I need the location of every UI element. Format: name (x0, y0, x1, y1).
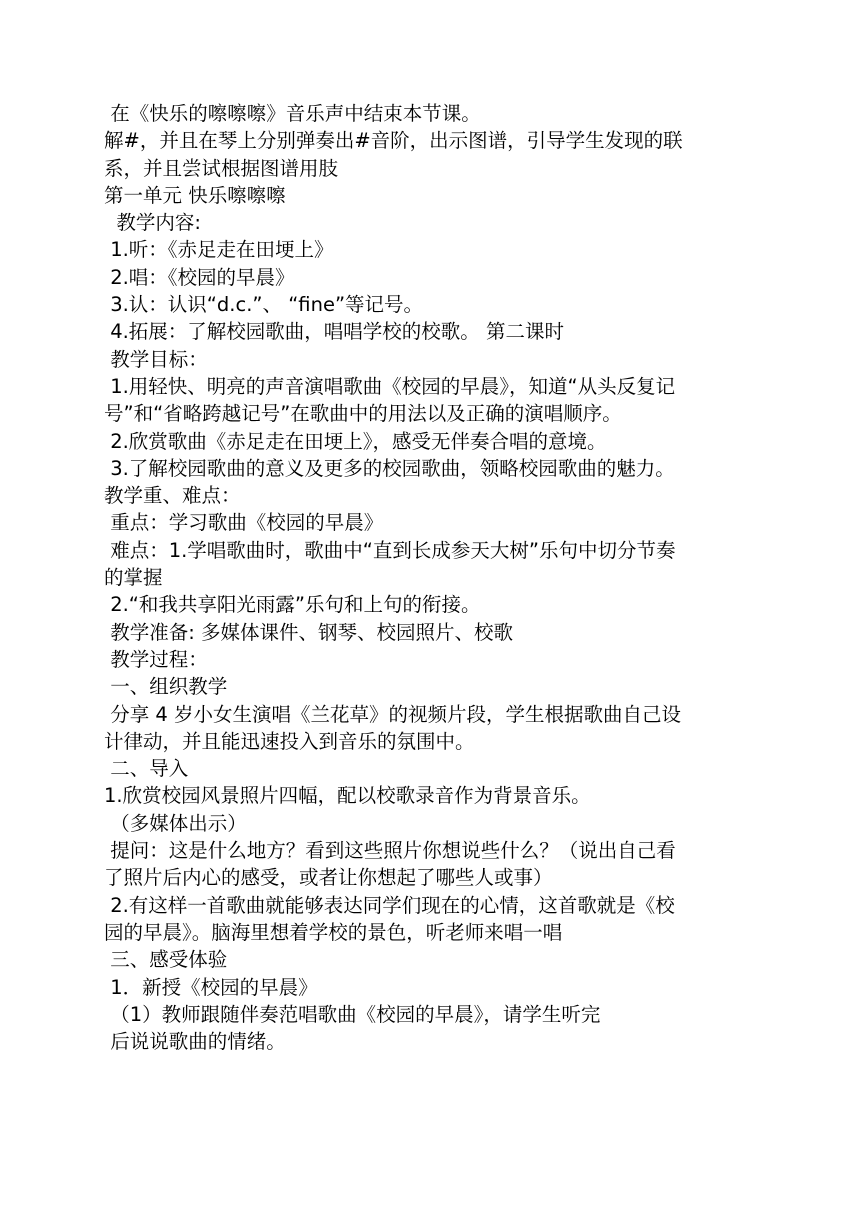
text-line: 了照片后内心的感受，或者让你想起了哪些人或事） (104, 866, 553, 890)
text-line: 1.用轻快、明亮的声音演唱歌曲《校园的早晨》，知道“从头反复记 (104, 374, 676, 398)
text-line: 园的早晨》。脑海里想着学校的景色，听老师来唱一唱 (104, 920, 563, 944)
text-line: 难点：1.学唱歌曲时，歌曲中“直到长成参天大树”乐句中切分节奏 (104, 538, 676, 562)
text-line: 解#，并且在琴上分别弹奏出#音阶，出示图谱，引导学生发现的联 (104, 129, 683, 153)
text-line: 4.拓展：了解校园歌曲，唱唱学校的校歌。 第二课时 (104, 320, 565, 344)
text-line: 3.了解校园歌曲的意义及更多的校园歌曲，领略校园歌曲的魅力。 (104, 456, 675, 480)
section-heading-key-points: 教学重、难点： (104, 484, 241, 508)
text-line: 重点：学习歌曲《校园的早晨》 (104, 511, 384, 535)
text-line: 1.听：《赤足走在田埂上》 (104, 238, 334, 262)
unit-heading: 第一单元 快乐嚓嚓嚓 (104, 183, 286, 207)
text-line: 提问：这是什么地方？看到这些照片你想说些什么？（说出自己看 (104, 839, 676, 863)
text-line: 后说说歌曲的情绪。 (104, 1030, 286, 1054)
text-line: 1.欣赏校园风景照片四幅，配以校歌录音作为背景音乐。 (104, 784, 591, 808)
text-line: 2.唱：《校园的早晨》 (104, 265, 295, 289)
text-line: 教学准备: 多媒体课件、钢琴、校园照片、校歌 (104, 620, 513, 644)
text-line: 的掌握 (104, 566, 163, 590)
step-heading: 一、组织教学 (104, 675, 228, 699)
text-line: 2.“和我共享阳光雨露”乐句和上句的衔接。 (104, 593, 481, 617)
text-line: 2.欣赏歌曲《赤足走在田埂上》，感受无伴奏合唱的意境。 (104, 429, 607, 453)
text-line: 2.有这样一首歌曲就能够表达同学们现在的心情，这首歌就是《校 (104, 893, 675, 917)
text-line: 3.认：认识“d.c.”、 “fine”等记号。 (104, 293, 424, 317)
text-line: 分享 4 岁小女生演唱《兰花草》的视频片段，学生根据歌曲自己设 (104, 702, 682, 726)
section-heading-content: 教学内容: (104, 211, 201, 235)
text-line: （多媒体出示） (104, 811, 247, 835)
text-line: （1）教师跟随伴奏范唱歌曲《校园的早晨》，请学生听完 (104, 1002, 601, 1026)
section-heading-process: 教学过程： (104, 647, 208, 671)
text-line: 系，并且尝试根据图谱用肢 (104, 156, 339, 180)
text-line: 号”和“省略跨越记号”在歌曲中的用法以及正确的演唱顺序。 (104, 402, 622, 426)
text-line: 计律动，并且能迅速投入到音乐的氛围中。 (104, 729, 475, 753)
text-line: 在《快乐的嚓嚓嚓》音乐声中结束本节课。 (104, 102, 481, 125)
document-body (104, 100, 764, 1055)
section-heading-goals: 教学目标： (104, 347, 208, 371)
text-line: 1．新授《校园的早晨》 (104, 975, 318, 999)
step-heading: 二、导入 (104, 757, 189, 781)
step-heading: 三、感受体验 (104, 948, 228, 972)
